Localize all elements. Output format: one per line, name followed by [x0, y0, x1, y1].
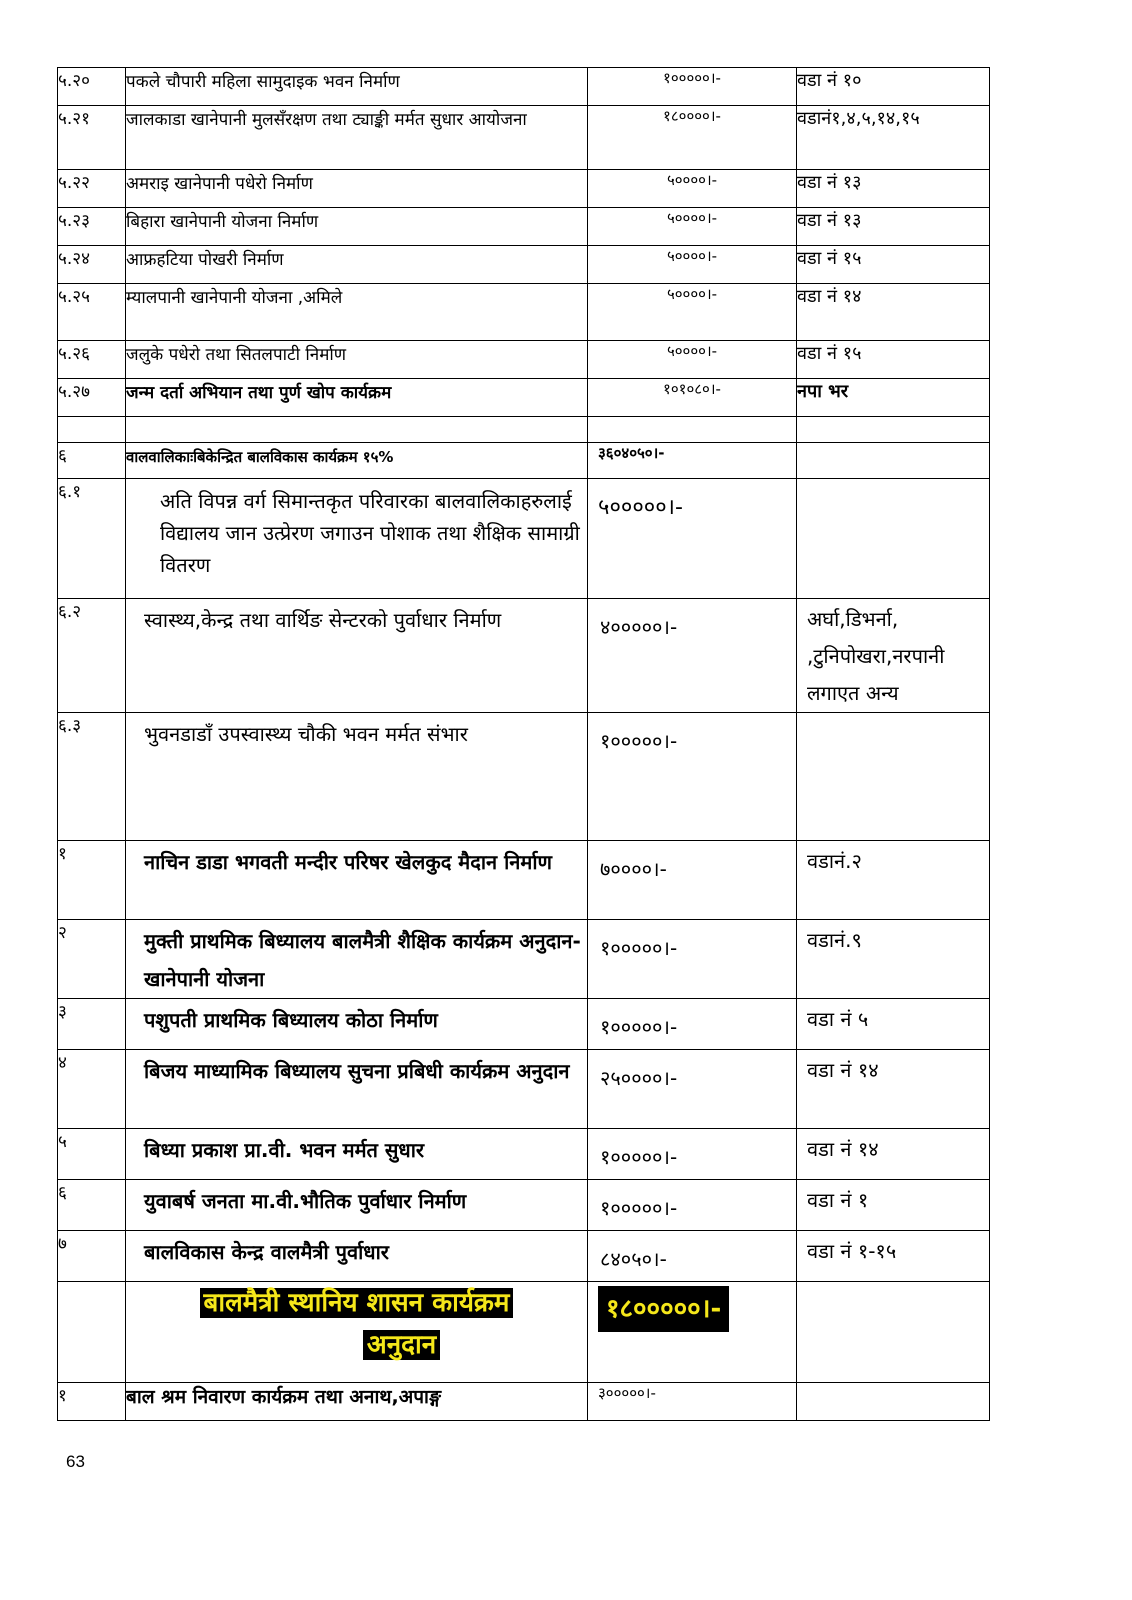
row-description: पशुपती प्राथमिक बिध्यालय कोठा निर्माण [126, 999, 588, 1050]
row-amount: ३०००००।- [588, 1383, 797, 1421]
row-number: ५.२० [58, 68, 126, 106]
table-row [58, 208, 990, 246]
row-number: ५.२३ [58, 208, 126, 246]
table-row [58, 1180, 990, 1231]
row-description: बिहारा खानेपानी योजना निर्माण [126, 208, 588, 246]
table-row [58, 920, 990, 999]
table-row [58, 841, 990, 920]
row-ward: नपा भर [797, 379, 990, 417]
table-row [58, 713, 990, 841]
row-description: नाचिन डाडा भगवती मन्दीर परिषर खेलकुद मैदान निर्माण [126, 841, 588, 920]
row-amount: १८००००।- [588, 106, 797, 170]
row-ward: वडानं१,४,५,१४,१५ [797, 106, 990, 170]
row-number: ५.२४ [58, 246, 126, 284]
row-amount: १०१०८०।- [588, 379, 797, 417]
table-row [58, 599, 990, 713]
row-amount: १०००००।- [588, 713, 797, 841]
row-number: २ [58, 920, 126, 999]
row-ward: वडा नं १३ [797, 208, 990, 246]
section-header-row [58, 443, 990, 479]
row-description: बालविकास केन्द्र वालमैत्री पुर्वाधार [126, 1231, 588, 1282]
row-description: म्यालपानी खानेपानी योजना ,अमिले [126, 284, 588, 341]
row-number: १ [58, 1383, 126, 1421]
table-row [58, 1050, 990, 1129]
row-description: बिजय माध्यामिक बिध्यालय सुचना प्रबिधी कार्यक्रम अनुदान [126, 1050, 588, 1129]
row-number: ६ [58, 1180, 126, 1231]
row-number: ६.३ [58, 713, 126, 841]
row-ward: वडानं.९ [797, 920, 990, 999]
row-number: ७ [58, 1231, 126, 1282]
row-amount: १०००००।- [588, 999, 797, 1050]
row-description: पकले चौपारी महिला सामुदाइक भवन निर्माण [126, 68, 588, 106]
row-ward: वडा नं १५ [797, 341, 990, 379]
table-row [58, 999, 990, 1050]
row-ward [797, 713, 990, 841]
table-row [58, 479, 990, 599]
row-ward: वडा नं १५ [797, 246, 990, 284]
row-amount: २५००००।- [588, 1050, 797, 1129]
row-description: बिध्या प्रकाश प्रा.वी. भवन मर्मत सुधार [126, 1129, 588, 1180]
table-row [58, 68, 990, 106]
row-amount: ५०००००।- [588, 479, 797, 599]
row-amount: १०००००।- [588, 920, 797, 999]
row-ward: वडानं.२ [797, 841, 990, 920]
row-description: बाल श्रम निवारण कार्यक्रम तथा अनाथ,अपाङ्ग [126, 1383, 588, 1421]
row-amount: ८४०५०।- [588, 1231, 797, 1282]
row-number: ५ [58, 1129, 126, 1180]
row-description: अति विपन्न वर्ग सिमान्तकृत परिवारका बालवालिकाहरुलाई विद्यालय जान उत्प्रेरण जगाउन पोशाक तथा शैक्षिक सामाग्री वितरण [126, 479, 588, 599]
highlight-title-line2: अनुदान [363, 1330, 440, 1360]
row-number: ६.२ [58, 599, 126, 713]
row-number: ३ [58, 999, 126, 1050]
row-number: ६.१ [58, 479, 126, 599]
table-row [58, 1231, 990, 1282]
row-description: जन्म दर्ता अभियान तथा पुर्ण खोप कार्यक्रम [126, 379, 588, 417]
row-ward: वडा नं १३ [797, 170, 990, 208]
row-number: ५.२६ [58, 341, 126, 379]
row-amount: १०००००।- [588, 1180, 797, 1231]
page-number: 63 [66, 1452, 85, 1471]
section-number: ६ [58, 443, 126, 479]
row-ward: अर्घा,डिभर्ना, ,टुनिपोखरा,नरपानी लगाएत अन्य [797, 599, 990, 713]
highlight-row [58, 1282, 990, 1383]
table-row [58, 106, 990, 170]
highlight-title-line1: बालमैत्री स्थानिय शासन कार्यक्रम [200, 1288, 514, 1318]
table-row [58, 1129, 990, 1180]
row-amount: १०००००।- [588, 68, 797, 106]
row-amount: ५००००।- [588, 170, 797, 208]
row-number: ५.२७ [58, 379, 126, 417]
highlight-title [126, 1282, 588, 1383]
table-row [58, 379, 990, 417]
row-number: १ [58, 841, 126, 920]
row-description: आफ्रहटिया पोखरी निर्माण [126, 246, 588, 284]
table-row [58, 170, 990, 208]
row-number: ४ [58, 1050, 126, 1129]
row-amount: ४०००००।- [588, 599, 797, 713]
row-number: ५.२१ [58, 106, 126, 170]
row-amount: ५००००।- [588, 208, 797, 246]
row-ward: वडा नं १ [797, 1180, 990, 1231]
row-amount: ५००००।- [588, 341, 797, 379]
row-description: जालकाडा खानेपानी मुलसँरक्षण तथा ट्याङ्की मर्मत सुधार आयोजना [126, 106, 588, 170]
row-amount: ७००००।- [588, 841, 797, 920]
highlight-amount: १८०००००।- [598, 1286, 729, 1332]
row-number: ५.२२ [58, 170, 126, 208]
row-ward: वडा नं १-१५ [797, 1231, 990, 1282]
section-amount: ३६०४०५०।- [588, 443, 797, 479]
row-description: अमराइ खानेपानी पधेरो निर्माण [126, 170, 588, 208]
empty-row [58, 417, 990, 443]
row-description: स्वास्थ्य,केन्द्र तथा वार्थिङ सेन्टरको पुर्वाधार निर्माण [126, 599, 588, 713]
table-row [58, 246, 990, 284]
row-amount: ५००००।- [588, 284, 797, 341]
row-description: जलुके पधेरो तथा सितलपाटी निर्माण [126, 341, 588, 379]
row-ward: वडा नं १४ [797, 1129, 990, 1180]
row-amount: ५००००।- [588, 246, 797, 284]
row-ward: वडा नं १४ [797, 1050, 990, 1129]
table-row [58, 1383, 990, 1421]
budget-table [57, 67, 990, 1421]
table-row [58, 341, 990, 379]
section-title: वालवालिकाःबिकेन्द्रित बालविकास कार्यक्रम १५% [126, 443, 588, 479]
row-description: युवाबर्ष जनता मा.वी.भौतिक पुर्वाधार निर्माण [126, 1180, 588, 1231]
row-ward: वडा नं १४ [797, 284, 990, 341]
row-amount: १०००००।- [588, 1129, 797, 1180]
row-number: ५.२५ [58, 284, 126, 341]
row-ward: वडा नं ५ [797, 999, 990, 1050]
table-row [58, 284, 990, 341]
row-ward: वडा नं १० [797, 68, 990, 106]
row-ward [797, 479, 990, 599]
row-description: भुवनडाडाँ उपस्वास्थ्य चौकी भवन मर्मत संभार [126, 713, 588, 841]
row-description: मुक्ती प्राथमिक बिध्यालय बालमैत्री शैक्षिक कार्यक्रम अनुदान-खानेपानी योजना [126, 920, 588, 999]
